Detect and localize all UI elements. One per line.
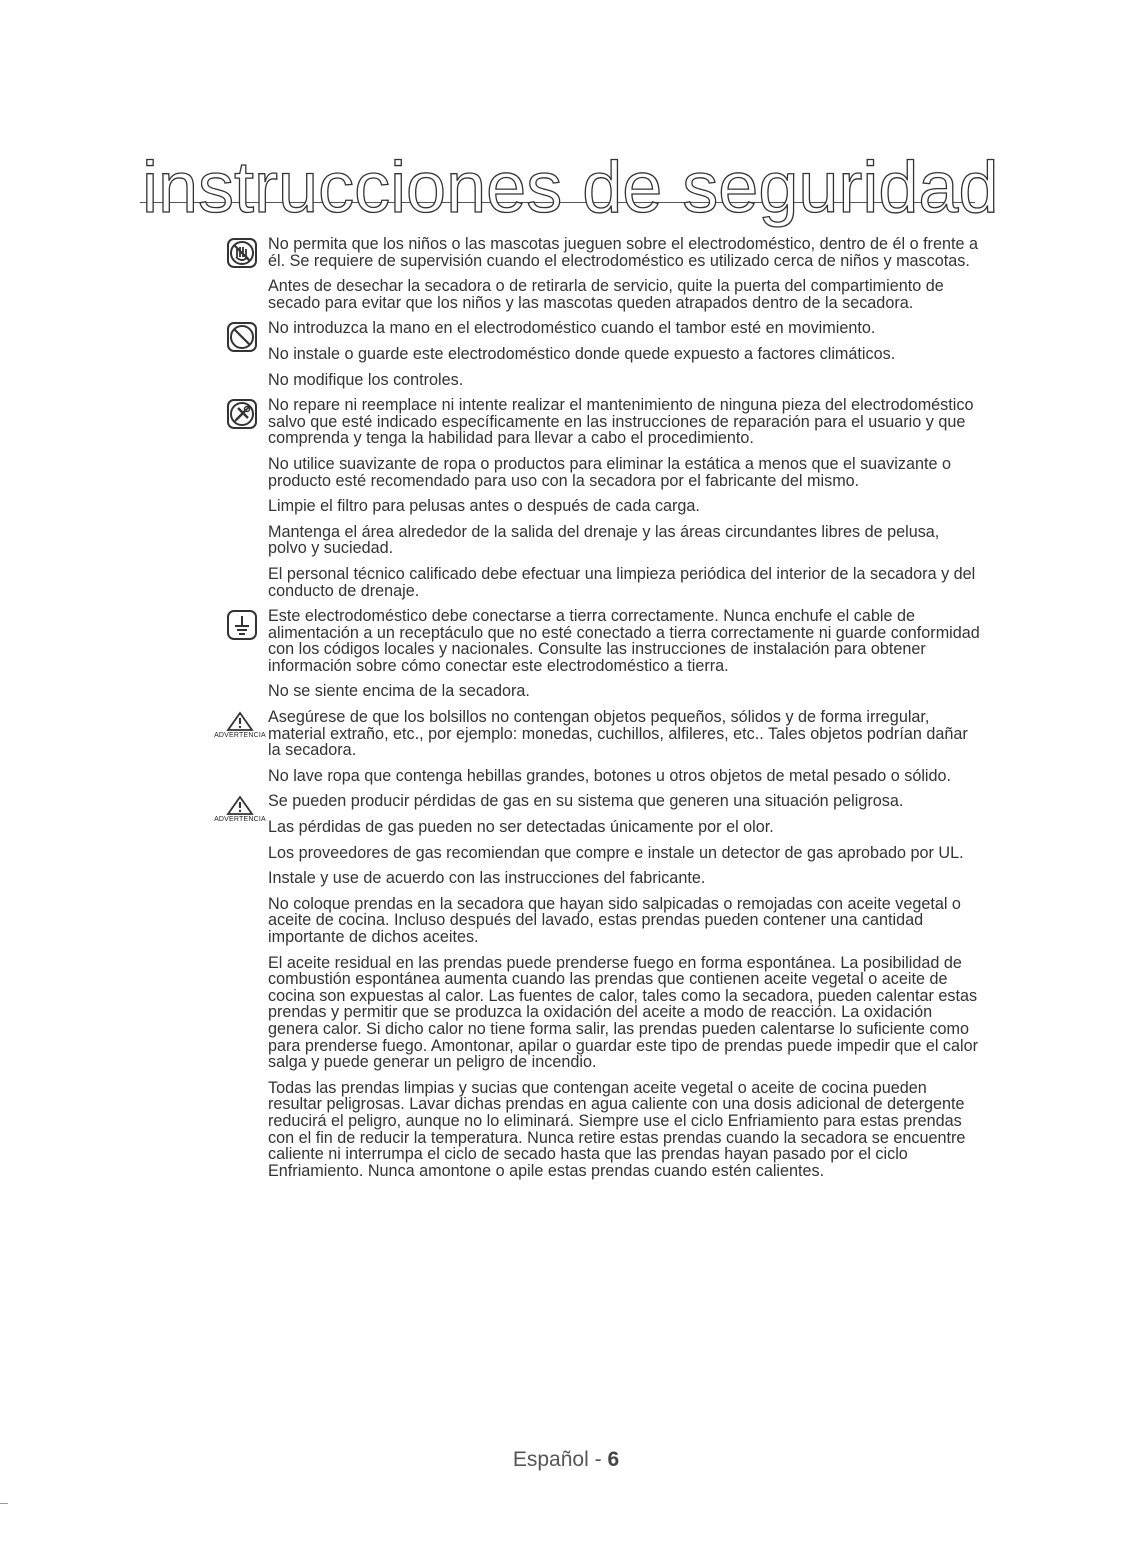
paragraph-sit: No se siente encima de la secadora. [268,682,530,701]
footer-language: Español - [512,1448,608,1471]
paragraph-weather: No instale o guarde este electrodoméstico donde quede expuesto a factores climáticos. [268,344,896,363]
paragraph-lint-filter: Limpie el filtro para pelusas antes o después de cada carga. [268,497,700,516]
page-title: instrucciones de seguridad [142,148,999,228]
prohibited-icon [226,321,258,353]
paragraph-controls: No modifique los controles. [268,370,464,389]
paragraph-hand-drum: No introduzca la mano en el electrodoméstico cuando el tambor esté en movimiento. [268,320,980,337]
paragraph-combustion: El aceite residual en las prendas puede prenderse fuego en forma espontánea. La posibilidad de combustión espontánea aumenta cuando las prendas que contienen aceite vegetal o aceite de cocina son expuestas al calor. Las fuentes de calor, tales como la secadora, pueden calentar estas prendas y permitir que se produzca la oxidación del aceite a modo de reacción. La oxidación genera calor. Si dicho calor no tiene forma salir, las prendas pueden calentarse lo suficiente como para prenderse fuego. Amontonar, apilar o guardar este tipo de prendas puede impedir que el calor salga y puede generar un peligro de incendio. [268,953,979,1072]
paragraph-grounding: Este electrodoméstico debe conectarse a tierra correctamente. Nunca enchufe el cable de alimentación a un receptáculo que no esté conectado a tierra correctamente ni guarde conformidad con los códigos locales y nacionales. Consulte las instrucciones de instalación para obtener información sobre cómo conectar este electrodoméstico a tierra. [268,608,980,674]
warning-block [214,711,266,745]
paragraph-metal: No lave ropa que contenga hebillas grandes, botones u otros objetos de metal pesado o sólido. [268,766,952,785]
paragraph-gas-detector: Los proveedores de gas recomiendan que compre e instale un detector de gas aprobado por UL. [268,843,964,862]
warning-label: ADVERTENCIA [214,732,266,740]
no-touch-hand-icon [226,237,258,269]
safety-instructions [214,235,980,1188]
warning-triangle-icon [214,711,266,731]
paragraph-cleaning: El personal técnico calificado debe efectuar una limpieza periódica del interior de la secadora y del conducto de drenaje. [268,564,976,600]
paragraph-softener: No utilice suavizante de ropa o productos para eliminar la estática a menos que el suavizante o producto esté recomendado para uso con la secadora por el fabricante del mismo. [268,454,951,490]
paragraph-manufacturer: Instale y use de acuerdo con las instrucciones del fabricante. [268,869,706,888]
paragraph-oil-garments: No coloque prendas en la secadora que hayan sido salpicadas o remojadas con aceite vegetal o aceite de cocina. Incluso después del lavado, estas prendas pueden contener una cantidad importante de dichos aceites. [268,894,961,946]
no-disassembly-icon [226,398,258,430]
edge-mark [0,1503,8,1504]
warning-triangle-icon [214,795,266,815]
paragraph-repair: No repare ni reemplace ni intente realizar el mantenimiento de ninguna pieza del electrodoméstico salvo que esté indicado específicamente en las instrucciones de reparación para el usuario y que comprenda y tenga la habilidad para llevar a cabo el procedimiento. [268,397,980,447]
ground-icon [226,609,258,641]
paragraph-children-pets: No permita que los niños o las mascotas jueguen sobre el electrodoméstico, dentro de él o frente a él. Se requiere de supervisión cuando el electrodoméstico es utilizado cerca de niños y mascotas. [268,236,980,269]
page-number: 6 [607,1448,620,1471]
title-rule [140,118,999,228]
paragraph-door-removal: Antes de desechar la secadora o de retirarla de servicio, quite la puerta del compartimiento de secado para evitar que los niños y las mascotas queden atrapados dentro de la secadora. [268,277,944,312]
paragraph-gas-leak: ADVERTENCIA Se pueden producir pérdidas de gas en su sistema que generen una situación peligrosa. [268,793,980,810]
warning-block [214,795,266,829]
page-footer [0,1448,1132,1472]
paragraph-drain-area: Mantenga el área alrededor de la salida del drenaje y las áreas circundantes libres de pelusa, polvo y suciedad. [268,522,940,558]
paragraph-oil-washing: Todas las prendas limpias y sucias que contengan aceite vegetal o aceite de cocina pueden resultar peligrosas. Lavar dichas prendas en agua caliente con una dosis adicional de detergente reducirá el peligro, aunque no lo eliminará. Siempre use el ciclo Enfriamiento para estas prendas con el fin de reducir la temperatura. Nunca retire estas prendas cuando la secadora se encuentre caliente ni interrumpa el ciclo de secado hasta que las prendas hayan pasado por el ciclo Enfriamiento. Nunca amontone o apile estas prendas cuando estén calientes. [268,1078,966,1180]
warning-label: ADVERTENCIA [214,816,266,824]
paragraph-pockets: ADVERTENCIA Asegúrese de que los bolsillos no contengan objetos pequeños, sólidos y de forma irregular, material extraño, etc., por ejemplo: monedas, cuchillos, alfileres, etc.. Tales objetos podrían dañar la secadora. [214,708,968,760]
paragraph-gas-smell: Las pérdidas de gas pueden no ser detectadas únicamente por el olor. [268,818,774,837]
